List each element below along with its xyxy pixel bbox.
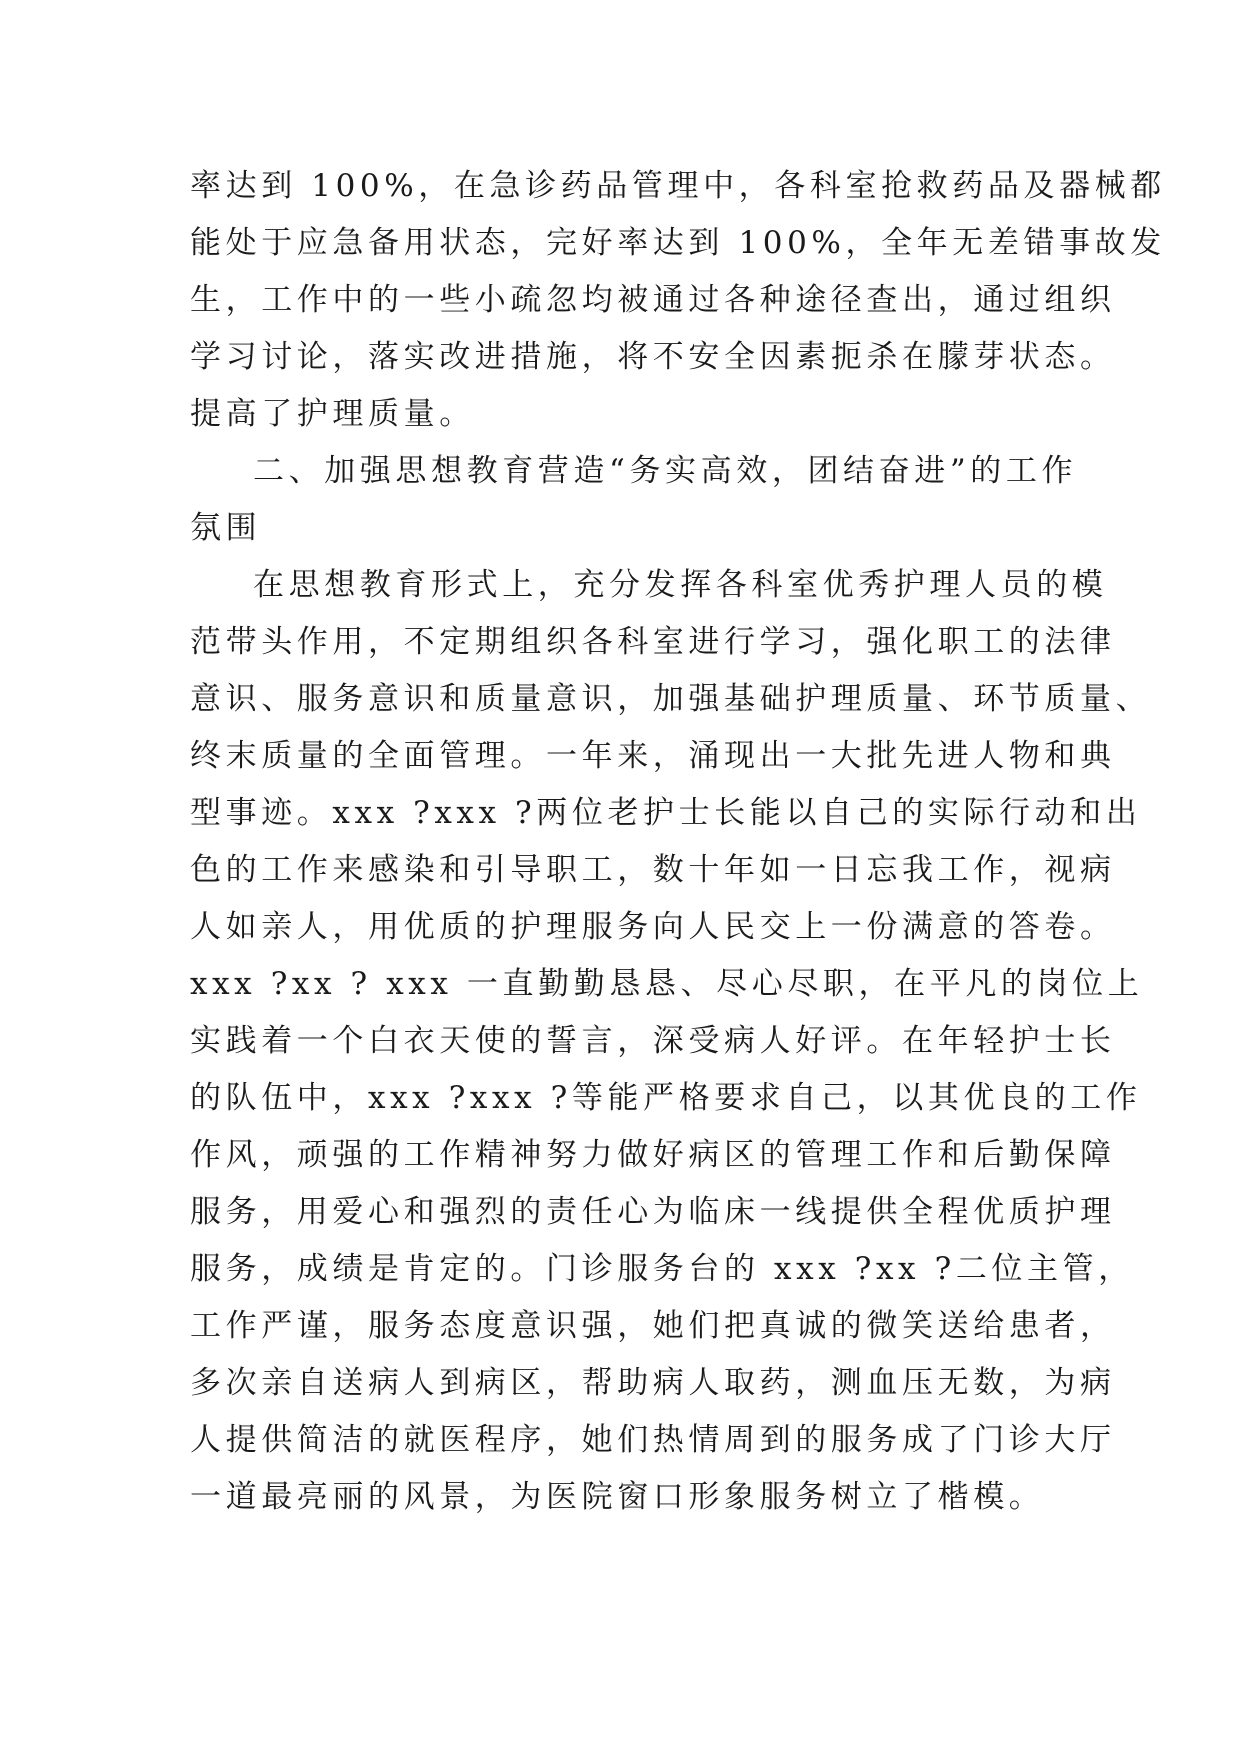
text-line: 能处于应急备用状态，完好率达到 100%，全年无差错事故发 <box>190 225 1166 261</box>
text-line: xxx ?xx ? xxx 一直勤勤恳恳、尽心尽职，在平凡的岗位上 <box>190 966 1144 1002</box>
text-line: 生，工作中的一些小疏忽均被通过各种途径查出，通过组织 <box>190 282 1116 318</box>
text-line: 提高了护理质量。 <box>190 396 475 432</box>
text-line: 工作严谨，服务态度意识强，她们把真诚的微笑送给患者， <box>190 1308 1116 1344</box>
text-line: 人提供简洁的就医程序，她们热情周到的服务成了门诊大厅 <box>190 1422 1116 1458</box>
section-heading-continuation: 氛围 <box>190 510 262 546</box>
text-line: 色的工作来感染和引导职工，数十年如一日忘我工作，视病 <box>190 852 1116 888</box>
text-line: 服务，成绩是肯定的。门诊服务台的 xxx ?xx ?二位主管， <box>190 1251 1134 1287</box>
text-line: 在思想教育形式上，充分发挥各科室优秀护理人员的模 <box>253 567 1108 603</box>
text-line: 多次亲自送病人到病区，帮助病人取药，测血压无数，为病 <box>190 1365 1116 1401</box>
text-line: 服务，用爱心和强烈的责任心为临床一线提供全程优质护理 <box>190 1194 1116 1230</box>
text-line: 实践着一个白衣天使的誓言，深受病人好评。在年轻护士长 <box>190 1023 1116 1059</box>
text-line: 一道最亮丽的风景，为医院窗口形象服务树立了楷模。 <box>190 1479 1045 1515</box>
text-line: 意识、服务意识和质量意识，加强基础护理质量、环节质量、 <box>190 681 1152 717</box>
text-line: 学习讨论，落实改进措施，将不安全因素扼杀在朦芽状态。 <box>190 339 1116 375</box>
text-line: 率达到 100%，在急诊药品管理中，各科室抢救药品及器械都 <box>190 168 1166 204</box>
text-line: 作风，顽强的工作精神努力做好病区的管理工作和后勤保障 <box>190 1137 1116 1173</box>
text-line: 范带头作用，不定期组织各科室进行学习，强化职工的法律 <box>190 624 1116 660</box>
section-heading: 二、加强思想教育营造“务实高效，团结奋进”的工作 <box>253 453 1078 489</box>
text-line: 型事迹。xxx ?xxx ?两位老护士长能以自己的实际行动和出 <box>190 795 1142 831</box>
text-line: 人如亲人，用优质的护理服务向人民交上一份满意的答卷。 <box>190 909 1116 945</box>
text-line: 终末质量的全面管理。一年来，涌现出一大批先进人物和典 <box>190 738 1116 774</box>
text-line: 的队伍中，xxx ?xxx ?等能严格要求自己，以其优良的工作 <box>190 1080 1142 1116</box>
